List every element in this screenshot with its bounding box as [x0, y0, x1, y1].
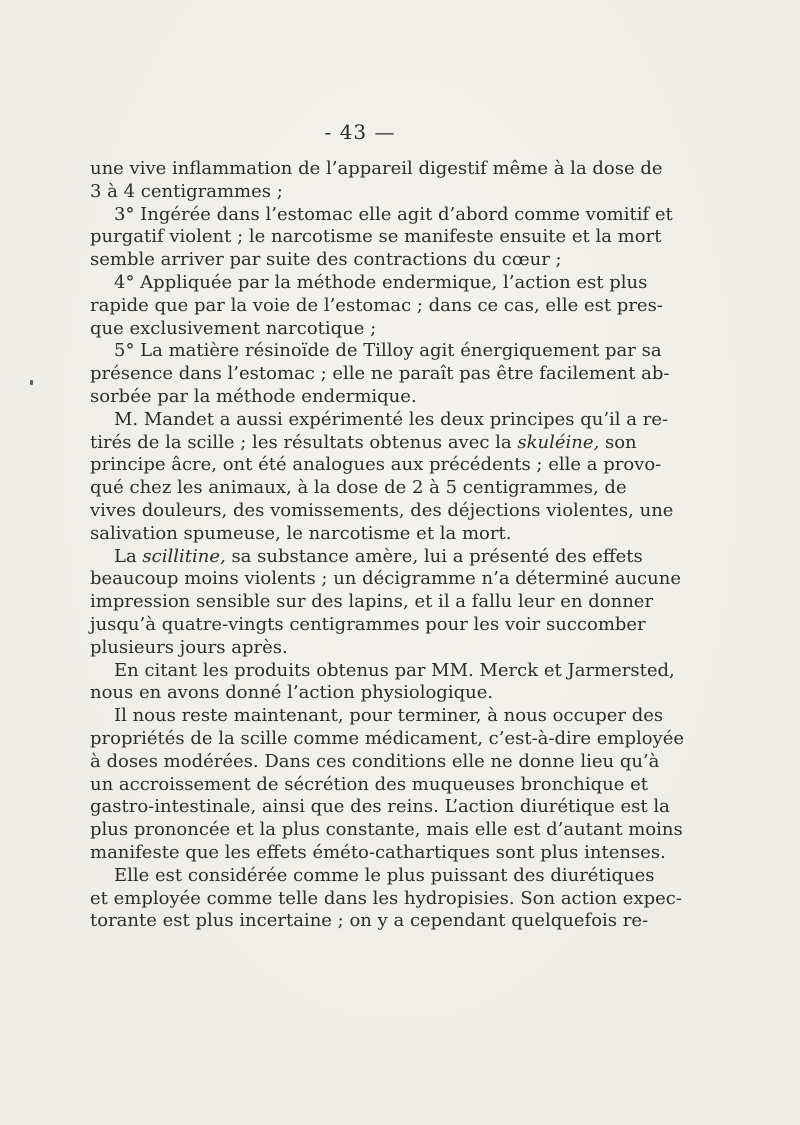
- stray-ink-mark: [30, 380, 33, 385]
- text-line: un accroissement de sécrétion des muqueuses bronchique et: [90, 773, 649, 795]
- text-fragment: sa substance amère, lui a présenté des effets: [225, 545, 643, 567]
- text-line: vives douleurs, des vomissements, des déjections violentes, une: [90, 499, 674, 521]
- text-line: jusqu’à quatre-vingts centigrammes pour les voir succomber: [90, 613, 646, 635]
- italic-term-skuleine: skuléine,: [517, 431, 600, 453]
- text-line: à doses modérées. Dans ces conditions elle ne donne lieu qu’à: [90, 750, 660, 772]
- text-line: une vive inflammation de l’appareil digestif même à la dose de: [90, 158, 663, 179]
- text-line: principe âcre, ont été analogues aux précédents ; elle a provo-: [90, 454, 662, 476]
- text-line: nous en avons donné l’action physiologique.: [90, 682, 494, 704]
- italic-term-scillitine: scillitine,: [142, 545, 226, 567]
- text-fragment: La: [114, 545, 143, 567]
- text-line: semble arriver par suite des contractions du cœur ;: [90, 249, 562, 271]
- text-line: impression sensible sur des lapins, et il a fallu leur en donner: [90, 591, 654, 613]
- text-line: plusieurs jours après.: [90, 636, 288, 658]
- text-line: sorbée par la méthode endermique.: [90, 385, 417, 407]
- text-line: [90, 431, 637, 455]
- text-line: 3 à 4 centigrammes ;: [90, 180, 283, 202]
- text-line: et employée comme telle dans les hydropisies. Son action expec-: [90, 887, 682, 909]
- text-line: 4° Appliquée par la méthode endermique, l’action est plus: [114, 271, 648, 293]
- text-line: gastro-intestinale, ainsi que des reins. L’action diurétique est la: [90, 796, 670, 818]
- text-line: plus prononcée et la plus constante, mais elle est d’autant moins: [90, 819, 683, 841]
- text-line: beaucoup moins violents ; un décigramme n’a déterminé aucune: [90, 568, 681, 590]
- page-number: - 43 —: [324, 120, 396, 144]
- text-line: [90, 545, 643, 569]
- text-line: M. Mandet a aussi expérimenté les deux principes qu’il a re-: [114, 408, 669, 430]
- text-line: 5° La matière résinoïde de Tilloy agit énergiquement par sa: [114, 340, 662, 362]
- text-line: En citant les produits obtenus par MM. Merck et Jarmersted,: [114, 659, 675, 681]
- text-line: torante est plus incertaine ; on y a cependant quelquefois re-: [90, 910, 649, 932]
- text-fragment: son: [599, 431, 637, 453]
- text-line: Il nous reste maintenant, pour terminer, à nous occuper des: [114, 705, 664, 727]
- text-line: Elle est considérée comme le plus puissant des diurétiques: [114, 864, 655, 886]
- text-line: manifeste que les effets éméto-cathartiques sont plus intenses.: [90, 841, 666, 863]
- text-line: propriétés de la scille comme médicament, c’est-à-dire employée: [90, 727, 685, 749]
- text-line: purgatif violent ; le narcotisme se manifeste ensuite et la mort: [90, 226, 662, 248]
- body-text: [90, 158, 685, 933]
- text-line: salivation spumeuse, le narcotisme et la mort.: [90, 522, 512, 544]
- text-line: 3° Ingérée dans l’estomac elle agit d’abord comme vomitif et: [114, 203, 673, 225]
- text-line: présence dans l’estomac ; elle ne paraît pas être facilement ab-: [90, 363, 670, 385]
- text-line: que exclusivement narcotique ;: [90, 317, 377, 339]
- text-line: rapide que par la voie de l’estomac ; dans ce cas, elle est pres-: [90, 294, 663, 316]
- text-fragment: tirés de la scille ; les résultats obtenus avec la: [90, 431, 518, 453]
- text-line: qué chez les animaux, à la dose de 2 à 5 centigrammes, de: [90, 477, 627, 499]
